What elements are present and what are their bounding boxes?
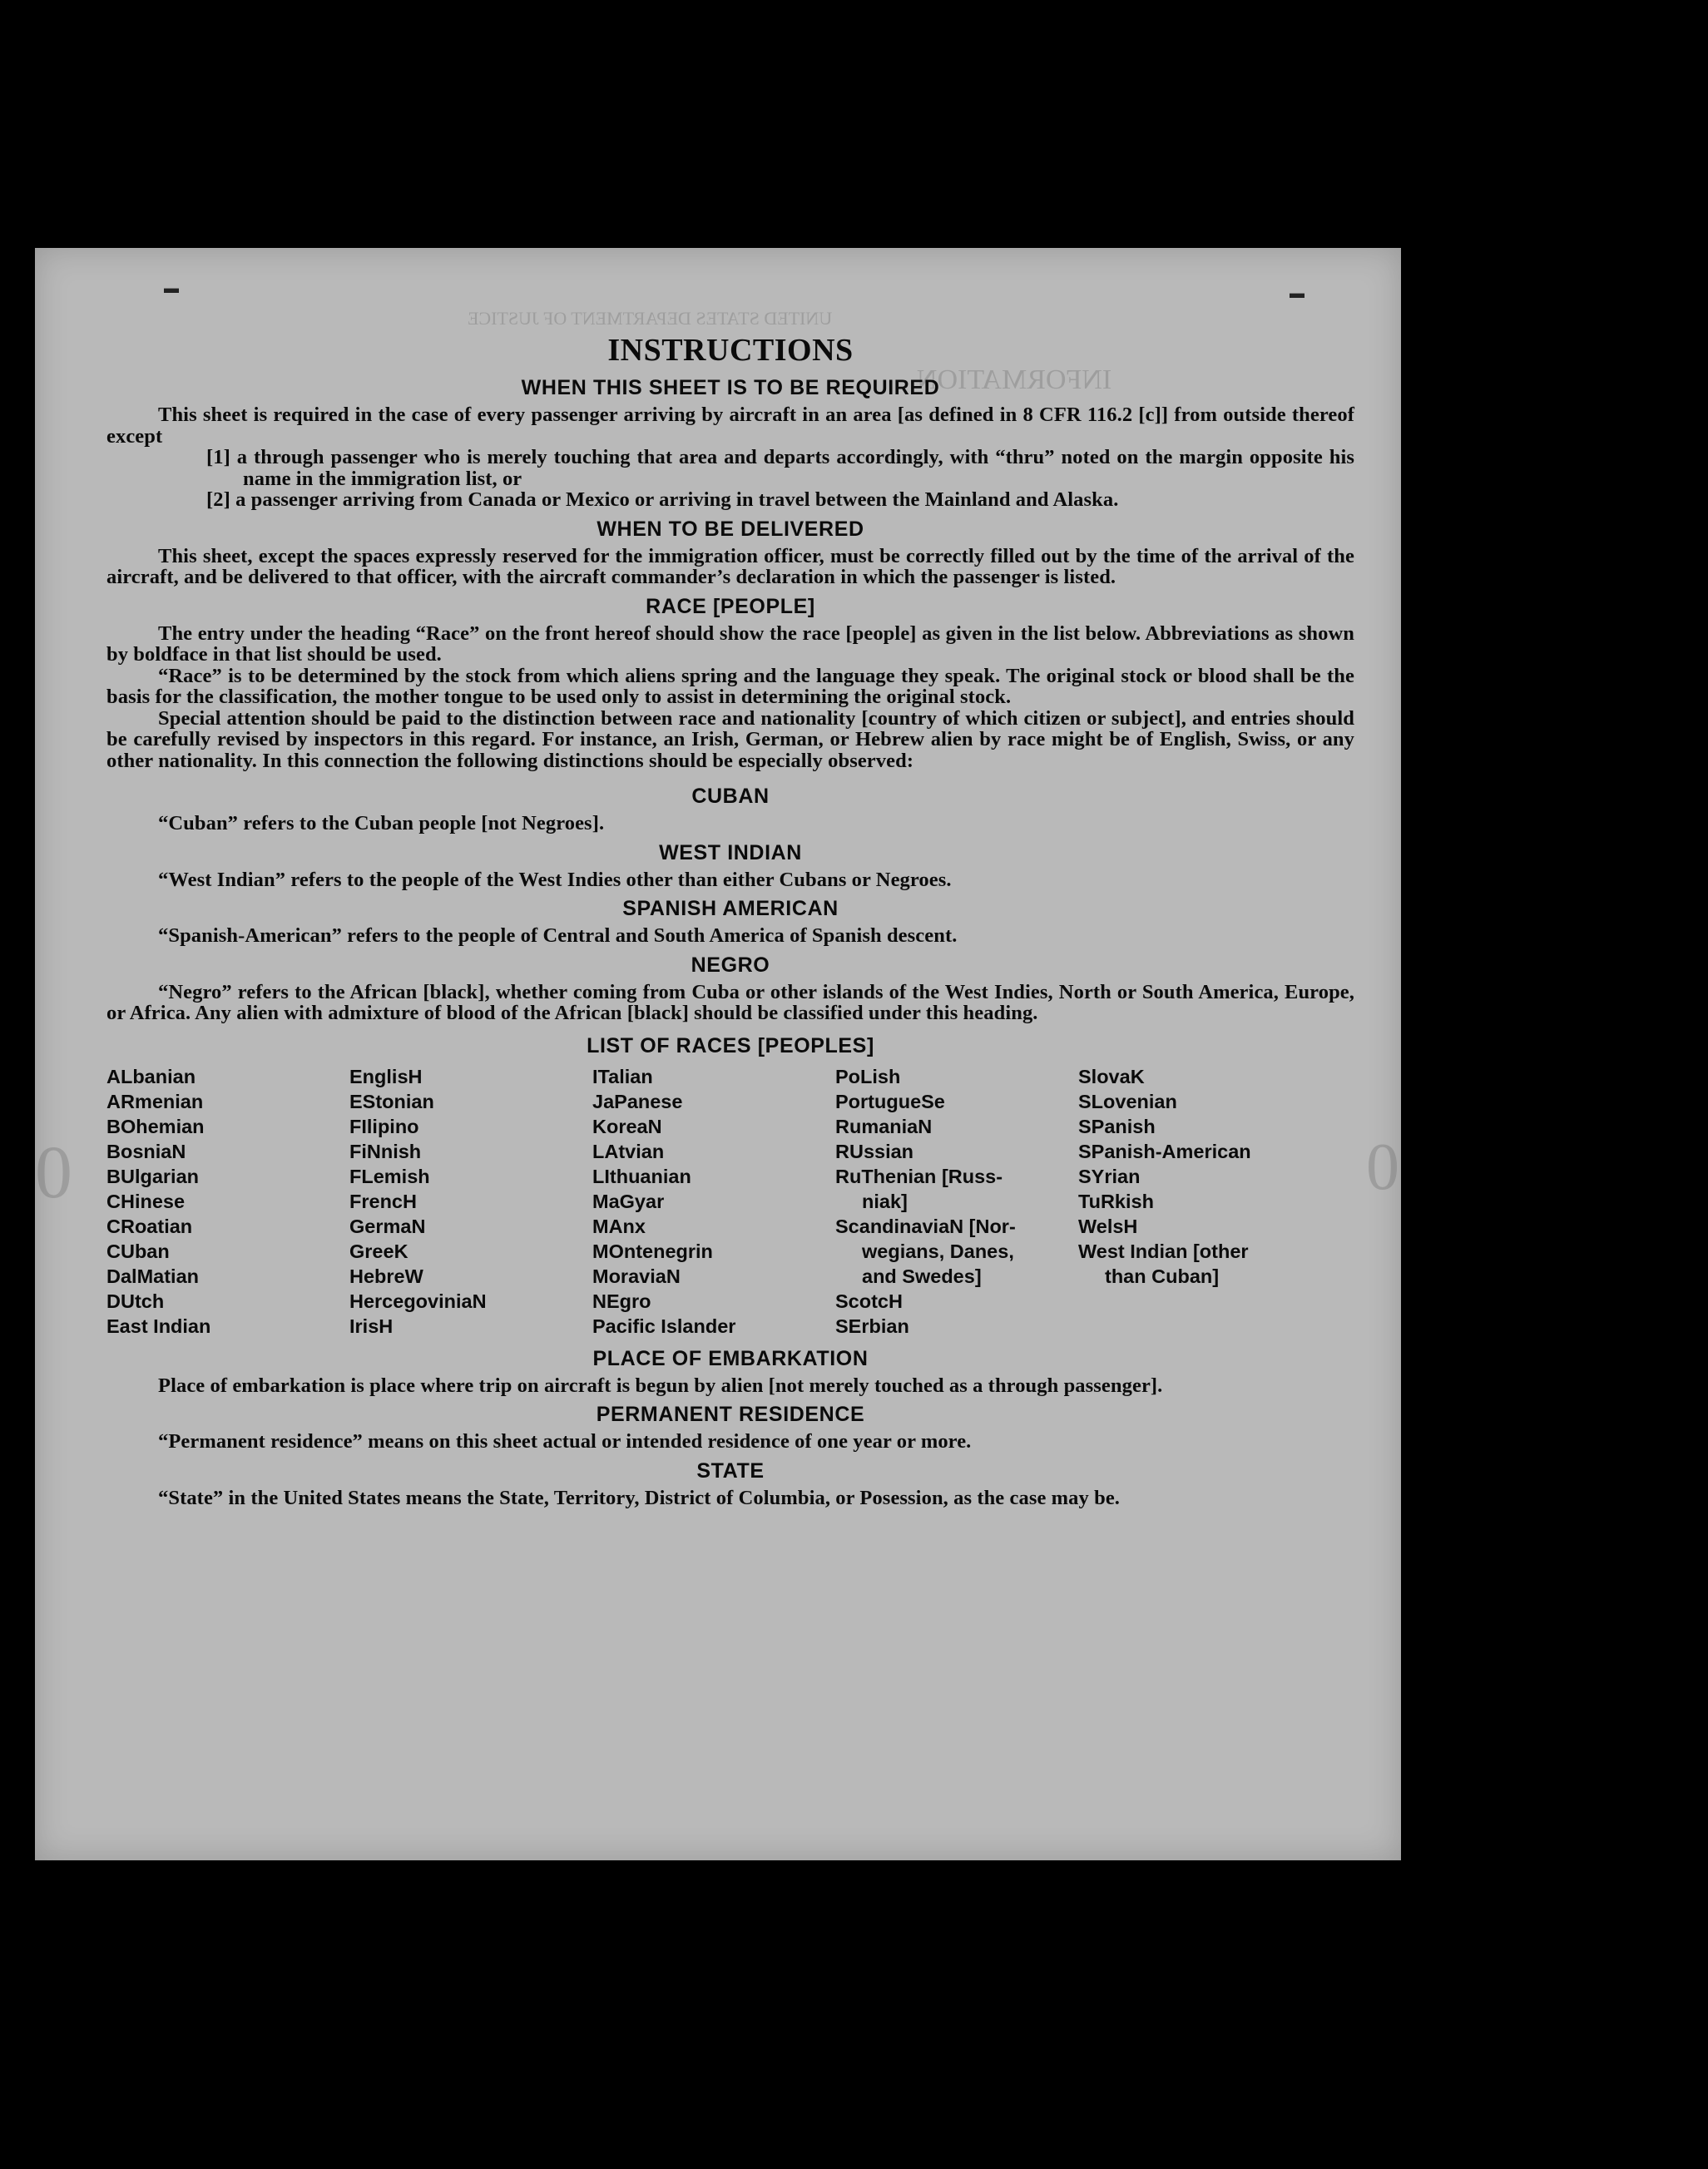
races-column-4 [835, 1064, 1078, 1339]
race-entry: CRoatian [106, 1215, 193, 1237]
race-entry: EnglisH [349, 1065, 423, 1087]
bleedthrough-stamp: 0 [35, 1132, 72, 1214]
races-column-1 [106, 1064, 349, 1339]
section-heading-embarkation: PLACE OF EMBARKATION [592, 1346, 869, 1370]
race-entry: FrencH [349, 1190, 417, 1212]
race-entry: RUssian [835, 1140, 914, 1162]
bleedthrough-header: UNITED STATES DEPARTMENT OF JUSTICE [468, 308, 833, 329]
race-paragraph-3: Special attention should be paid to the distinction between race and nationality [country of which citizen or subject], and entries should be carefully revised by inspectors in this regard. For instance, an Irish, German, or Hebrew alien by race might be of English, Swiss, or any other nationality. In this connection the following distinctions should be especially observed: [106, 706, 1354, 772]
race-entry-continued: and Swedes] [862, 1265, 982, 1287]
speck-mark: ▬ [1290, 285, 1305, 301]
page-title: INSTRUCTIONS [607, 333, 854, 368]
races-column-2 [349, 1064, 592, 1339]
bleedthrough-stamp-right: 0 [1366, 1131, 1399, 1204]
race-entry: JaPanese [592, 1090, 683, 1112]
race-entry: SlovaK [1078, 1065, 1145, 1087]
race-entry: MaGyar [592, 1190, 665, 1212]
embarkation-text: Place of embarkation is place where trip on aircraft is begun by alien [not merely touched as a through passenger]. [158, 1374, 1163, 1397]
required-item-1: [1] a through passenger who is merely touching that area and departs accordingly, with “thru” noted on the margin opposite his name in the immigration list, or [206, 446, 1354, 490]
race-entry: Pacific Islander [592, 1315, 736, 1337]
section-heading-delivered: WHEN TO BE DELIVERED [597, 517, 864, 541]
race-entry: MOntenegrin [592, 1240, 713, 1262]
race-entry: DalMatian [106, 1265, 199, 1287]
race-entry: GreeK [349, 1240, 408, 1262]
state-text: “State” in the United States means the State, Territory, District of Columbia, or Posession, as the case may be. [158, 1486, 1121, 1509]
race-entry: LAtvian [592, 1140, 665, 1162]
delivered-text: This sheet, except the spaces expressly reserved for the immigration officer, must be correctly filled out by the time of the arrival of the aircraft, and be delivered to that officer, with the aircraft commander’s declaration in which the passenger is listed. [106, 544, 1354, 588]
bleedthrough-title: INFORMATION [917, 364, 1112, 395]
race-entry: NEgro [592, 1290, 651, 1312]
race-entry: SLovenian [1078, 1090, 1177, 1112]
race-entry: FIlipino [349, 1115, 419, 1137]
instructions-content [106, 331, 1354, 1508]
section-heading-state: STATE [696, 1458, 765, 1483]
spanish-american-text: “Spanish-American” refers to the people of Central and South America of Spanish descent. [158, 924, 958, 947]
race-entry: PoLish [835, 1065, 901, 1087]
section-heading-permanent-residence: PERMANENT RESIDENCE [596, 1403, 865, 1426]
section-heading-list-of-races: LIST OF RACES [PEOPLES] [587, 1033, 874, 1057]
race-entry: ITalian [592, 1065, 653, 1087]
race-entry: IrisH [349, 1315, 394, 1337]
race-entry: HercegoviniaN [349, 1290, 487, 1312]
required-intro: This sheet is required in the case of every passenger arriving by aircraft in an area [as defined in 8 CFR 116.2 [c]] from outside thereof except [106, 404, 1354, 448]
race-entry: FiNnish [349, 1140, 422, 1162]
race-entry: FLemish [349, 1165, 430, 1187]
negro-text: “Negro” refers to the African [black], whether coming from Cuba or other islands of the West Indies, North or South America, Europe, or Africa. Any alien with admixture of blood of the African [black] should be classified under this heading. [106, 980, 1354, 1024]
section-heading-required: WHEN THIS SHEET IS TO BE REQUIRED [521, 376, 940, 399]
race-entry: ALbanian [106, 1065, 196, 1087]
race-entry: WelsH [1078, 1215, 1138, 1237]
race-entry: East Indian [106, 1315, 211, 1337]
west-indian-text: “West Indian” refers to the people of the West Indies other than either Cubans or Negroes. [158, 868, 952, 891]
race-entry: KoreaN [592, 1115, 662, 1137]
race-entry: ScotcH [835, 1290, 903, 1312]
race-entry: SErbian [835, 1315, 909, 1337]
race-entry: GermaN [349, 1215, 426, 1237]
race-entry: BOhemian [106, 1115, 205, 1137]
race-paragraph-2: “Race” is to be determined by the stock from which aliens spring and the language they speak. The original stock or blood shall be the basis for the classification, the mother tongue to be used only to assist in determining the original stock. [106, 664, 1354, 708]
section-heading-cuban: CUBAN [691, 785, 770, 808]
required-item-2: [2] a passenger arriving from Canada or Mexico or arriving in travel between the Mainland and Alaska. [206, 488, 1119, 511]
document-sheet [35, 248, 1401, 1860]
races-column-5 [1078, 1064, 1321, 1339]
race-entry: PortugueSe [835, 1090, 945, 1112]
race-entry: RumaniaN [835, 1115, 933, 1137]
races-list [106, 1064, 1354, 1339]
race-entry: CHinese [106, 1190, 186, 1212]
section-heading-negro: NEGRO [691, 953, 770, 977]
race-entry: BosniaN [106, 1140, 186, 1162]
race-entry: SPanish [1078, 1115, 1156, 1137]
race-paragraph-1: The entry under the heading “Race” on the front hereof should show the race [people] as given in the list below. Abbreviations as shown by boldface in that list should be used. [106, 621, 1354, 666]
race-entry: SPanish-American [1078, 1140, 1251, 1162]
race-entry: HebreW [349, 1265, 423, 1287]
race-entry: LIthuanian [592, 1165, 691, 1187]
race-entry: RuThenian [Russ- [835, 1165, 1003, 1187]
speck-mark: ▬ [164, 280, 179, 296]
race-entry-continued: niak] [862, 1190, 908, 1212]
race-entry: TuRkish [1078, 1190, 1154, 1212]
race-entry: EStonian [349, 1090, 434, 1112]
race-entry-continued: wegians, Danes, [862, 1240, 1014, 1262]
permanent-residence-text: “Permanent residence” means on this sheet actual or intended residence of one year or more. [158, 1430, 972, 1453]
race-entry: CUban [106, 1240, 170, 1262]
race-entry: BUlgarian [106, 1165, 199, 1187]
section-heading-spanish-american: SPANISH AMERICAN [622, 897, 839, 920]
race-entry-continued: than Cuban] [1105, 1265, 1220, 1287]
race-entry: West Indian [other [1078, 1240, 1249, 1262]
race-entry: SYrian [1078, 1165, 1141, 1187]
race-entry: MAnx [592, 1215, 646, 1237]
race-entry: ARmenian [106, 1090, 204, 1112]
race-entry: DUtch [106, 1290, 165, 1312]
section-heading-race: RACE [PEOPLE] [646, 594, 815, 618]
cuban-text: “Cuban” refers to the Cuban people [not Negroes]. [158, 812, 605, 834]
race-entry: MoraviaN [592, 1265, 681, 1287]
race-entry: ScandinaviaN [Nor- [835, 1215, 1016, 1237]
section-heading-west-indian: WEST INDIAN [659, 840, 802, 864]
races-column-3 [592, 1064, 835, 1339]
